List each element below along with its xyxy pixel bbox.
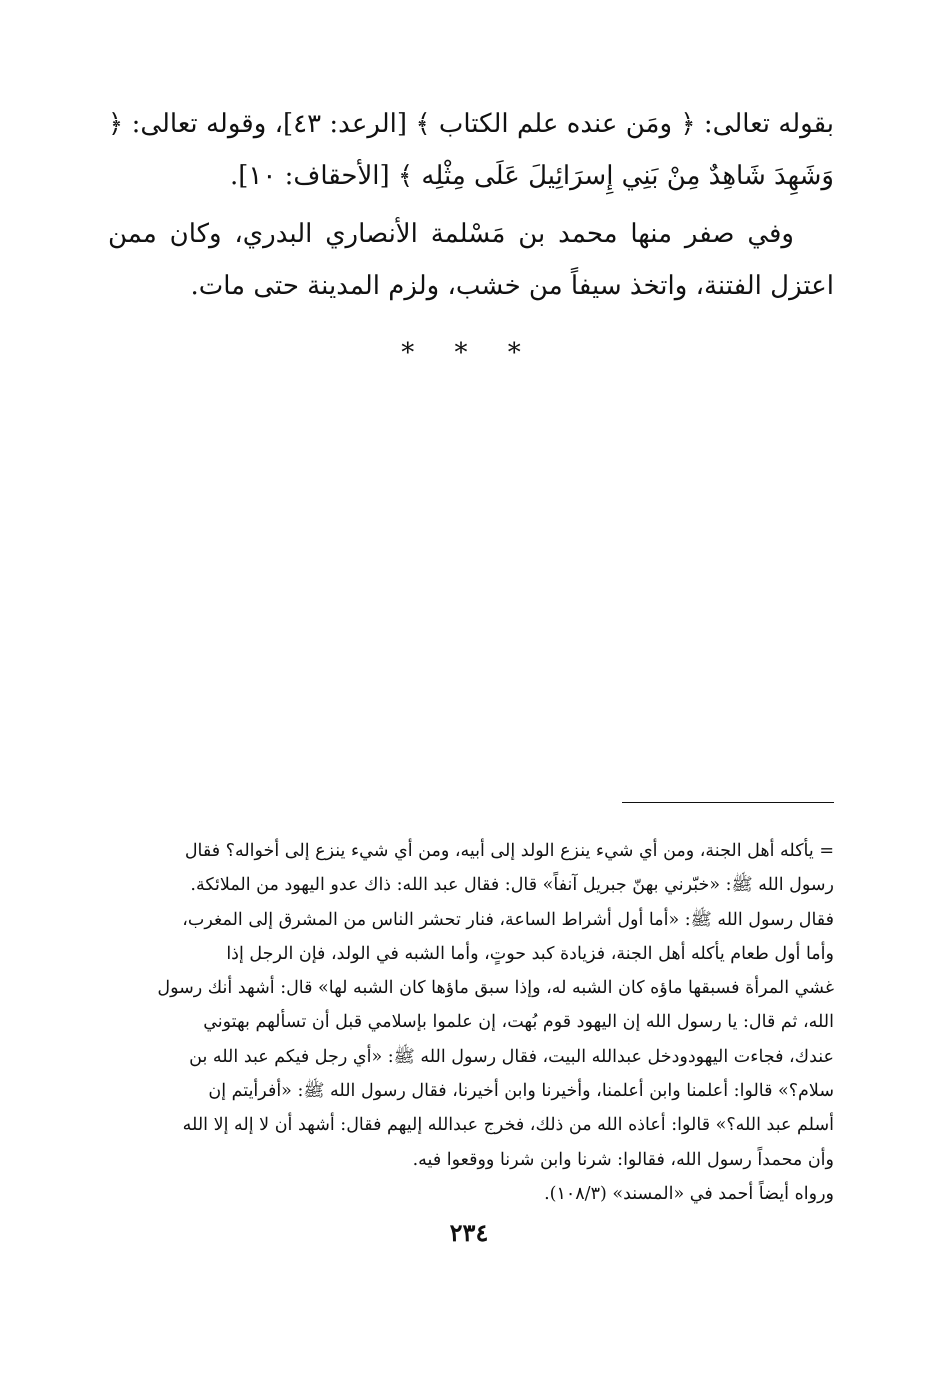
- footnote-line: رسول الله ﷺ: «خبّرني بهنّ جبريل آنفاً» قال: فقال عبد الله: ذاك عدو اليهود من الملائكة.: [190, 875, 834, 896]
- footnote-line: الله، ثم قال: يا رسول الله إن اليهود قوم بُهت، إن علموا بإسلامي قبل أن تسألهم بهتوني: [203, 1012, 834, 1033]
- footnote-line: غشي المرأة فسبقها ماؤه كان الشبه له، وإذا سبق ماؤها كان الشبه لها» قال: أشهد أنك رسول: [157, 978, 834, 999]
- footnote-line: = يأكله أهل الجنة، ومن أي شيء ينزع الولد إلى أبيه، ومن أي شيء ينزع إلى أخواله؟ فقال: [184, 841, 834, 861]
- section-separator: * * *: [401, 338, 537, 368]
- page-number: ٢٣٤: [449, 1218, 489, 1247]
- footnote-line: أسلم عبد الله؟» قالوا: أعاذه الله من ذلك، فخرج عبدالله إليهم فقال: أشهد أن لا إله إلا الله: [182, 1115, 834, 1136]
- footnote-line: ورواه أيضاً أحمد في «المسند» (١٠٨/٣).: [544, 1183, 834, 1204]
- footnote-line: سلام؟» قالوا: أعلمنا وابن أعلمنا، وأخيرنا وابن أخيرنا، فقال رسول الله ﷺ: «أفرأيتم إن: [208, 1081, 834, 1102]
- paragraph-muhammad-ibn-maslama: وفي صفر منها محمد بن مَسْلمة الأنصاري البدري، وكان ممن اعتزل الفتنة، واتخذ سيفاً من خشب، ولزم المدينة حتى مات.: [108, 219, 834, 301]
- footnote-line: فقال رسول الله ﷺ: «أما أول أشراط الساعة، فنار تحشر الناس من المشرق إلى المغرب،: [182, 909, 834, 930]
- footnote-line: وأما أول طعام يأكله أهل الجنة، فزيادة كبد حوتٍ، وأما الشبه في الولد، فإن الرجل إذا: [226, 943, 834, 964]
- footnotes: [112, 834, 834, 1211]
- footnote-line: وأن محمداً رسول الله، فقالوا: شرنا وابن شرنا ووقعوا فيه.: [412, 1149, 834, 1170]
- footnote-line: عندك، فجاءت اليهودودخل عبدالله البيت، فقال رسول الله ﷺ: «أي رجل فيكم عبد الله بن: [189, 1046, 834, 1067]
- main-text: [108, 98, 834, 312]
- paragraph-quran-verses: بقوله تعالى: ﴿ ومَن عنده علم الكتاب ﴾ [الرعد: ٤٣]، وقوله تعالى: ﴿ وَشَهِدَ شَاهِدٌ مِنْ بَنِي إِسرَائِيلَ عَلَى مِثْلِه ﴾ [الأحقاف: ١٠].: [108, 109, 834, 191]
- footnote-divider: [622, 802, 834, 803]
